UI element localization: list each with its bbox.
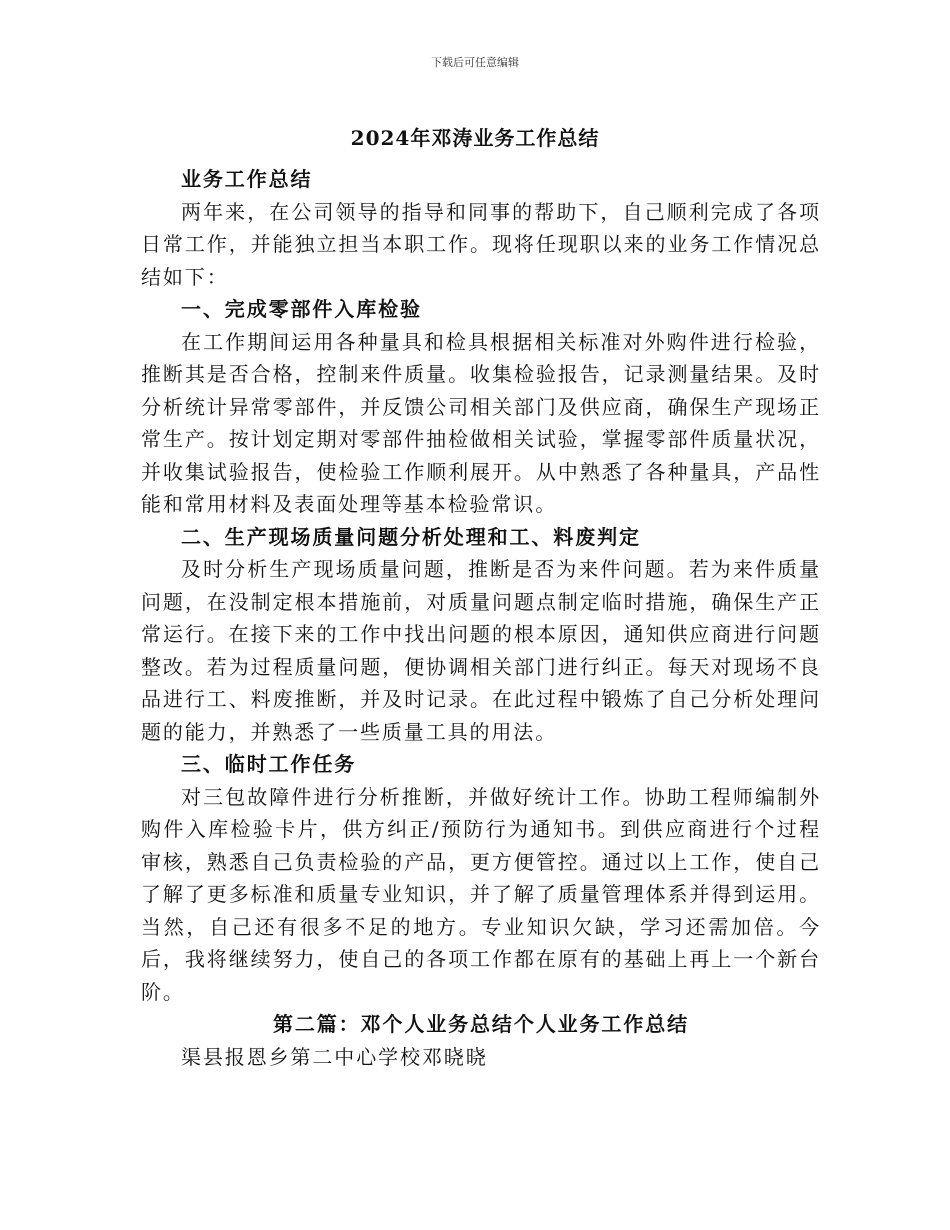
part2-heading: 第二篇：邓个人业务总结个人业务工作总结 [272, 1012, 690, 1036]
paragraph-3: 对三包故障件进行分析推断，并做好统计工作。协助工程师编制外购件入库检验卡片，供方纠正/预防行为通知书。到供应商进行个过程审核，熟悉自己负责检验的产品，更方便管控。通过以上工作，使自己了解了更多标准和质量专业知识，并了解了质量管理体系并得到运用。当然，自己还有很多不足的地方。专业知识欠缺，学习还需加倍。今后，我将继续努力，使自己的各项工作都在原有的基础上再上一个新台阶。 [141, 784, 821, 1004]
intro-paragraph: 两年来，在公司领导的指导和同事的帮助下，自己顺利完成了各项日常工作，并能独立担当本职工作。现将任现职以来的业务工作情况总结如下： [141, 199, 821, 289]
section-heading-2: 二、生产现场质量问题分析处理和工、料废判定 [181, 524, 641, 549]
section-heading-3: 三、临时工作任务 [181, 752, 357, 776]
section-heading-1: 一、完成零部件入库检验 [181, 297, 422, 321]
paragraph-2: 及时分析生产现场质量问题，推断是否为来件问题。若为来件质量问题，在没制定根本措施前，对质量问题点制定临时措施，确保生产正常运行。在接下来的工作中找出问题的根本原因，通知供应商进行问题整改。若为过程质量问题，便协调相关部门进行纠正。每天对现场不良品进行工、料废推断，并及时记录。在此过程中锻炼了自己分析处理问题的能力，并熟悉了一些质量工具的用法。 [141, 557, 821, 744]
document-body [141, 163, 821, 1073]
header-note: 下载后可任意编辑 [431, 56, 519, 69]
section-heading-main: 业务工作总结 [181, 167, 313, 191]
part2-author: 渠县报恩乡第二中心学校邓晓晓 [181, 1044, 488, 1069]
paragraph-1: 在工作期间运用各种量具和检具根据相关标准对外购件进行检验，推断其是否合格，控制来件质量。收集检验报告，记录测量结果。及时分析统计异常零部件，并反馈公司相关部门及供应商，确保生产现场正常生产。按计划定期对零部件抽检做相关试验，掌握零部件质量状况，并收集试验报告，使检验工作顺利展开。从中熟悉了各种量具，产品性能和常用材料及表面处理等基本检验常识。 [141, 329, 821, 516]
document-title: 2024年邓涛业务工作总结 [350, 126, 600, 150]
